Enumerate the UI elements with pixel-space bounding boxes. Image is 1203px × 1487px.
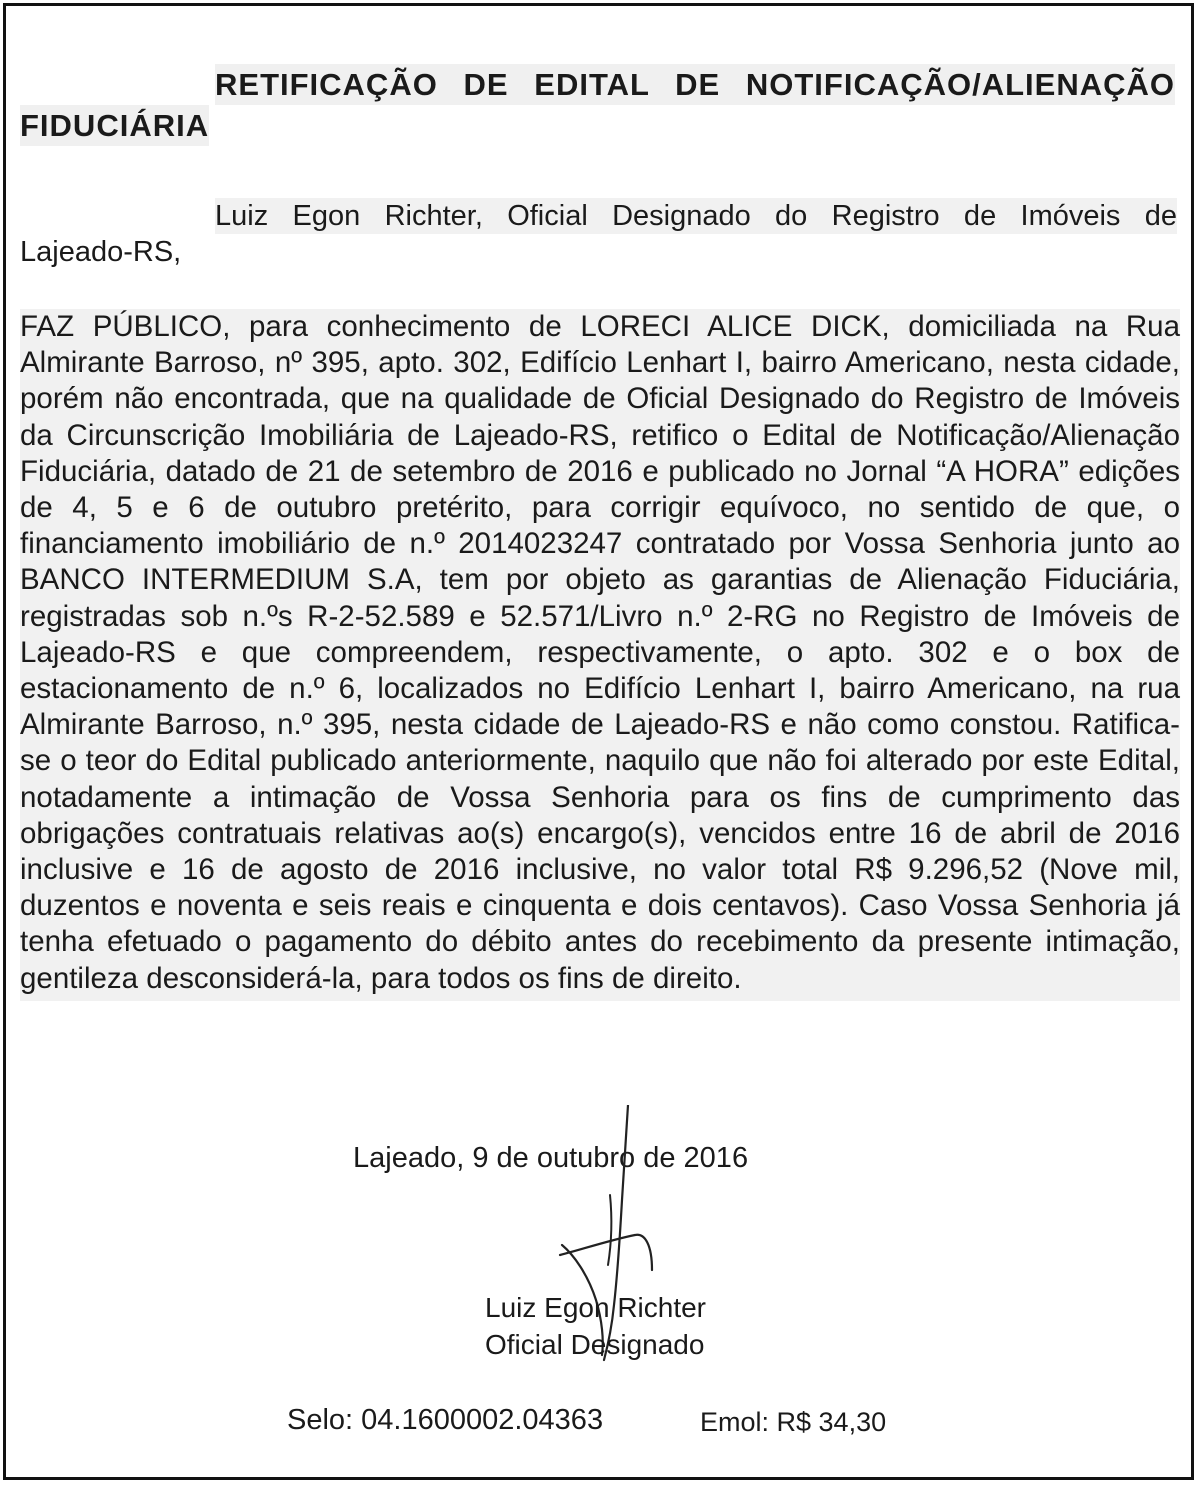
body-paragraph: FAZ PÚBLICO, para conhecimento de LORECI ALICE DICK, domiciliada na Rua Almirante Barroso, nº 395, apto. 302, Edifício Lenhart I, bairro Americano, nesta cidade, porém não encontrada, que na qualidade de Oficial Designado do Registro de Imóveis da Circunscrição Imobiliária de Lajeado-RS, retifico o Edital de Notificação/Alienação Fiduciária, datado de 21 de setembro de 2016 e publicado no Jornal “A HORA” edições de 4, 5 e 6 de outubro pretérito, para corrigir equívoco, no sentido de que, o financiamento imobiliário de n.º 2014023247 contratado por Vossa Senhoria junto ao BANCO INTERMEDIUM S.A, tem por objeto as garantias de Alienação Fiduciária, registradas sob n.ºs R-2-52.589 e 52.571/Livro n.º 2-RG no Registro de Imóveis de Lajeado-RS e que compreendem, respectivamente, o apto. 302 e o box de estacionamento de n.º 6, localizados no Edifício Lenhart I, bairro Americano, na rua Almirante Barroso, n.º 395, nesta cidade de Lajeado-RS e não como constou. Ratifica-se o teor do Edital publicado anteriormente, naquilo que não foi alterado por este Edital, notadamente a intimação de Vossa Senhoria para os fins de cumprimento das obrigações contratuais relativas ao(s) encargo(s), vencidos entre 16 de abril de 2016 inclusive e 16 de agosto de 2016 inclusive, no valor total R$ 9.296,52 (Nove mil, duzentos e noventa e seis reais e cinquenta e dois centavos). Caso Vossa Senhoria já tenha efetuado o pagamento do débito antes do recebimento da presente intimação, gentileza desconsiderá-la, para todos os fins de direito.: [20, 309, 1180, 1001]
handwritten-signature: [540, 1105, 680, 1365]
place-date: Lajeado, 9 de outubro de 2016: [353, 1142, 749, 1174]
intro-paragraph: [20, 198, 1180, 270]
emolument-value: Emol: R$ 34,30: [700, 1407, 887, 1437]
intro-line-1: Luiz Egon Richter, Oficial Designado do Registro de Imóveis de: [215, 200, 1177, 232]
title-line-1: RETIFICAÇÃO DE EDITAL DE NOTIFICAÇÃO/ALIENAÇÃO: [215, 64, 1175, 105]
signer-name: Luiz Egon Richter: [485, 1292, 707, 1323]
selo-number: Selo: 04.1600002.04363: [287, 1404, 604, 1436]
signer-role: Oficial Designado: [485, 1329, 705, 1360]
document-title: [20, 64, 1180, 146]
title-line-2: FIDUCIÁRIA: [20, 105, 209, 146]
intro-line-2: Lajeado-RS,: [20, 236, 182, 268]
